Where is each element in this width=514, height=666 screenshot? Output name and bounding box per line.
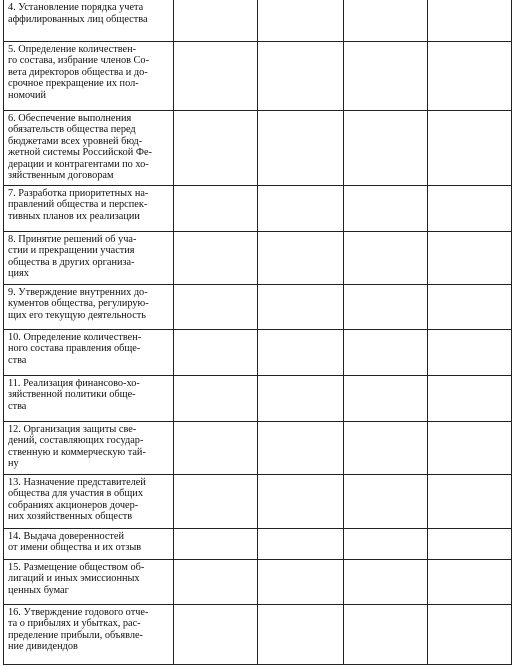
table-cell [258, 41, 344, 110]
table-cell [258, 0, 344, 41]
row-label: 7. Разработка приоритетных на- правлений общества и перспек- тивных планов их реализации [4, 185, 174, 231]
table-cell [428, 41, 512, 110]
table-cell [344, 329, 428, 375]
table-cell [174, 421, 258, 474]
table-cell [428, 185, 512, 231]
table-cell [174, 41, 258, 110]
table-row [4, 474, 512, 528]
table-row [4, 421, 512, 474]
table-cell [428, 231, 512, 284]
table-cell [174, 604, 258, 664]
row-label: 6. Обеспечение выполнения обязательств общества перед бюджетами всех уровней бюд- жетной системы Российской Фе- дерации и контрагентами по хо- зяйственным договорам [4, 110, 174, 185]
table-cell [428, 110, 512, 185]
row-label: 4. Установление порядка учета аффилированных лиц общества [4, 0, 174, 41]
table-row [4, 0, 512, 41]
row-label: 8. Принятие решений об уча- стии и прекращении участия общества в других организа- циях [4, 231, 174, 284]
table-cell [344, 604, 428, 664]
row-label: 16. Утверждение годового отче- та о прибылях и убытках, рас- пределение прибыли, объявле- ние дивидендов [4, 604, 174, 664]
table-cell [428, 0, 512, 41]
table-row [4, 375, 512, 421]
table-cell [344, 528, 428, 559]
table-cell [174, 528, 258, 559]
table-cell [258, 329, 344, 375]
table-cell [258, 421, 344, 474]
row-label: 11. Реализация финансово-хо- зяйственной политики обще- ства [4, 375, 174, 421]
table-cell [344, 474, 428, 528]
table-cell [174, 559, 258, 604]
table-row [4, 185, 512, 231]
table-cell [258, 559, 344, 604]
table-cell [258, 528, 344, 559]
table-row [4, 559, 512, 604]
table-cell [258, 604, 344, 664]
table-row [4, 528, 512, 559]
table-cell [174, 284, 258, 329]
table-cell [344, 421, 428, 474]
table-cell [258, 284, 344, 329]
table-cell [344, 559, 428, 604]
table-cell [344, 375, 428, 421]
table-cell [174, 375, 258, 421]
table-cell [174, 231, 258, 284]
row-label: 10. Определение количествен- ного состава правления обще- ства [4, 329, 174, 375]
table-cell [344, 231, 428, 284]
table-cell [344, 284, 428, 329]
table-cell [428, 375, 512, 421]
row-label: 13. Назначение представителей общества для участия в общих собраниях акционеров дочер- них хозяйственных обществ [4, 474, 174, 528]
table-row [4, 604, 512, 664]
table-cell [344, 0, 428, 41]
table-cell [344, 110, 428, 185]
row-label: 15. Размещение обществом об- лигаций и иных эмиссионных ценных бумаг [4, 559, 174, 604]
table-cell [258, 375, 344, 421]
table-row [4, 110, 512, 185]
table-row [4, 41, 512, 110]
table-cell [428, 604, 512, 664]
row-label: 12. Организация защиты све- дений, составляющих государ- ственную и коммерческую тай- ну [4, 421, 174, 474]
table-row [4, 231, 512, 284]
row-label: 9. Утверждение внутренних до- кументов общества, регулирую- щих его текущую деятельность [4, 284, 174, 329]
table-cell [258, 474, 344, 528]
table-cell [174, 110, 258, 185]
table-cell [344, 41, 428, 110]
table-cell [174, 474, 258, 528]
competence-table [3, 0, 512, 665]
table-cell [428, 329, 512, 375]
table-cell [344, 185, 428, 231]
table-cell [174, 185, 258, 231]
table-cell [174, 0, 258, 41]
table-cell [428, 474, 512, 528]
table-cell [428, 421, 512, 474]
table-row [4, 284, 512, 329]
table-cell [258, 110, 344, 185]
table-cell [428, 528, 512, 559]
table-cell [258, 185, 344, 231]
row-label: 5. Определение количествен- го состава, избрание членов Со- вета директоров общества и до- срочное прекращение их пол- номочий [4, 41, 174, 110]
table-cell [428, 284, 512, 329]
table-cell [258, 231, 344, 284]
table-cell [174, 329, 258, 375]
table-cell [428, 559, 512, 604]
table-row [4, 329, 512, 375]
row-label: 14. Выдача доверенностей от имени общества и их отзыв [4, 528, 174, 559]
